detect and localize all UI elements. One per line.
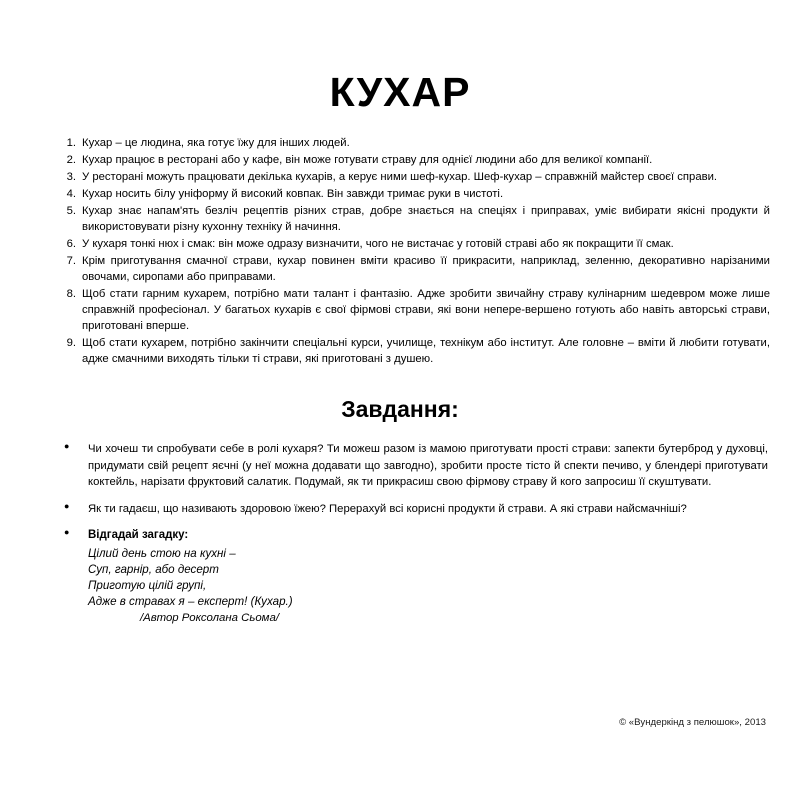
riddle-block xyxy=(56,527,768,627)
list-item: Крім приготування смачної страви, кухар повинен вміти красиво її прикрасити, наприклад, зеленню, декоративно нарізаними овочами, сиропами або приправами. xyxy=(82,255,770,284)
list-item: Кухар носить білу уніформу й високий ковпак. Він завжди тримає руки в чистоті. xyxy=(82,188,504,201)
list-item: Кухар – це людина, яка готує їжу для інших людей. xyxy=(82,137,350,149)
page-title: КУХАР xyxy=(329,69,471,115)
riddle-line: Суп, гарнір, або десерт xyxy=(88,562,219,576)
facts-list xyxy=(0,135,800,367)
riddle-line: Приготую цілій групі, xyxy=(88,579,207,593)
list-item: Щоб стати гарним кухарем, потрібно мати талант і фантазію. Адже зробити звичайну страву кулінарним шедевром може лише справжній професіонал. У багатьох кухарів є свої фірмові страви, які вони непере-вершено готують або навіть авторські страви, приготовані вперше. xyxy=(82,288,770,333)
copyright-footer: © «Вундеркінд з пелюшок», 2013 xyxy=(619,717,766,728)
riddle-author: /Автор Роксолана Сьома/ xyxy=(140,612,279,625)
list-item: У кухаря тонкі нюх і смак: він може одразу визначити, чого не вистачає у готовій страві або як покращити її смак. xyxy=(82,238,674,251)
riddle-line: Адже в стравах я – експерт! (Кухар.) xyxy=(88,595,293,609)
list-item: Кухар працює в ресторані або у кафе, він може готувати страву для однієї людини або для великої компанії. xyxy=(82,154,653,167)
riddle-heading: ● Відгадай загадку: xyxy=(88,528,189,541)
list-item: ● Чи хочеш ти спробувати себе в ролі кухаря? Ти можеш разом із мамою приготувати прості страви: запекти бутерброд у духовці, придумати свій рецепт яєчні (у неї можна додавати що завгодно), зробити просте тісто й спекти печиво, у блендері приготувати коктейль, нарізати фруктовий салатик. Подумай, як ти прикрасиш свою фірмову страву й кого запросиш її скуштувати. xyxy=(56,441,768,490)
riddle-line: Цілий день стою на кухні – xyxy=(88,546,236,560)
list-item: У ресторані можуть працювати декілька кухарів, а керує ними шеф-кухар. Шеф-кухар – справжній майстер своєї справи. xyxy=(82,171,718,184)
tasks-heading: Завдання: xyxy=(341,396,459,423)
list-item: Щоб стати кухарем, потрібно закінчити спеціальні курси, училище, технікум або інститут. Але головне – вміти й любити готувати, адже смачними виходять тільки ті страви, які приготовані з душею. xyxy=(82,337,770,366)
list-item: Кухар знає напам'ять безліч рецептів різних страв, добре знається на спеціях і приправах, уміє вибирати якісні продукти й використовувати різну кухонну техніку й начиння. xyxy=(82,205,770,234)
list-item: ● Як ти гадаєш, що називають здоровою їжею? Перерахуй всі корисні продукти й страви. А які страви найсмачніші? xyxy=(56,501,768,517)
tasks-list xyxy=(0,441,800,627)
